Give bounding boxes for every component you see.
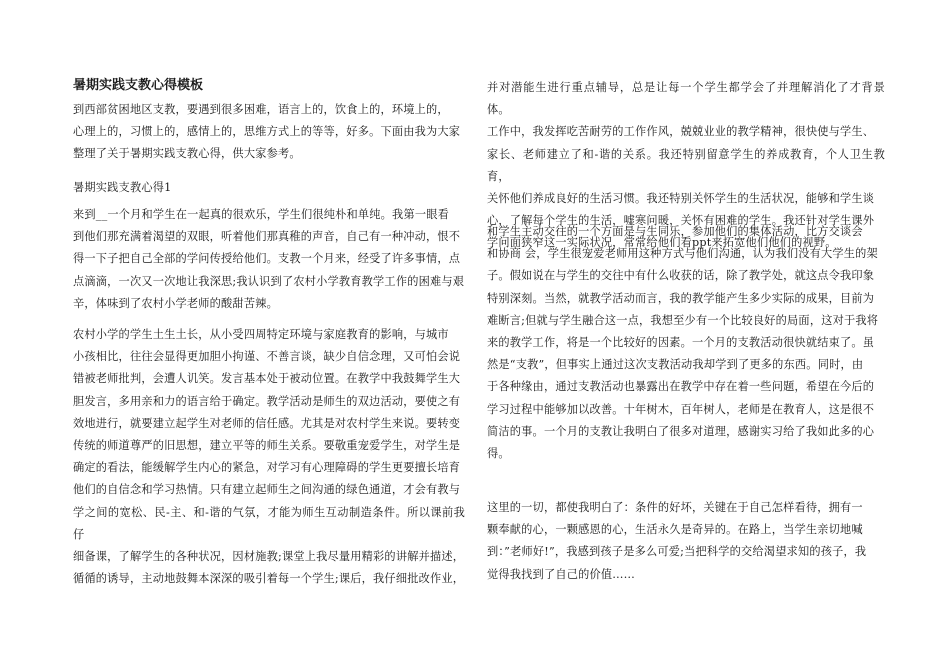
section-heading: 暑期实践支教心得1 [73, 181, 172, 194]
body-paragraph-4: 这里的一切，都使我明白了：条件的好坏，关键在于自己怎样看待，拥有一 颗奉献的心，一颗感恩的心，生活永久是奇异的。在路上，当学生亲切地喊 到：”老师好!”，我感到孩子是多么可爱;当把科学的交给渴望求知的孩子，我 觉得我找到了自己的价值…… [487, 501, 867, 581]
intro-paragraph: 到西部贫困地区支教，要遇到很多困难，语言上的，饮食上的，环境上的， 心理上的，习惯上的，感情上的，思维方式上的等等，好多。下面由我为大家 整理了关于暑期实践支教心得，供大家参考。 [73, 103, 461, 161]
body-paragraph-2: 农村小学的学生土生土长，从小受四周特定环境与家庭教育的影响，与城市 小孩相比，往往会显得更加胆小拘谨、不善言谈，缺少自信念理，又可怕会说 错被老师批判，会遭人讥笑。发言基本处于被动位置。在教学中我鼓舞学生大 胆发言，多用亲和力的语言给于确定。教学活动是师生的双边活动，要使之有 效地进行，就要建立起学生对老师的信任感。尤其是对农村学生来说。要转变 传统的师道尊严的旧思想，建立平等的师生关系。要敬重宠爱学生，对学生是 确定的看法，能缓解学生内心的紧急，对学习有心理障碍的学生更要擅长培育 他们的自信念和学习热情。只有建立起师生之间沟通的绿色通道，才会有教与 学之间的宽松、民-主、和-谐的气氛，才能为师生互动制造条件。所以课前我仔 细备课，了解学生的各种状况，因材施教;课堂上我尽量用精彩的讲解并描述， 循循的诱导，主动地鼓舞本深深的吸引着每一个学生;课后，我仔细批改作业， [73, 328, 465, 586]
body-paragraph-3: 和学生主动交往的一个方面是与生同乐，参加他们的集体活动，比方交谈会 和协商 会，学生很宠爱老师用这种方式与他们沟通，认为我们没有大学生的架 子。假如说在与学生的交往中有什么收获的话，除了教学处，就这点令我印象 特别深刻。当然，就教学活动而言，我的教学能产生多少实际的成果，目前为 难断言;但就与学生融合这一点，我想至少有一个比较良好的局面，这对于我将 来的教学工作，将是一个比较好的因素。一个月的支教活动很快就结束了。虽 然是“支教”，但事实上通过这次支教活动我却学到了更多的东西。同时，由 于各种缘由，通过支教活动也暴露出在教学中存在着一些问题，希望在今后的 学习过程中能够加以改善。十年树木，百年树人，老师是在教育人，这是很不 简洁的事。一个月的支教让我明白了很多对道理，感谢实习给了我如此多的心 得。 [487, 225, 879, 461]
document-title: 暑期实践支教心得模板 [73, 78, 204, 93]
body-paragraph-1: 来到__一个月和学生在一起真的很欢乐，学生们很纯朴和单纯。我第一眼看 到他们那充满着渴望的双眼，听着他们那真稚的声音，自己有一种冲动，恨不 得一下子把自己全部的学问传授给他们。支教一个月来，经受了许多事情，点 点滴滴，一次又一次地让我深思;我认识到了农村小学教育教学工作的困难与艰 辛，体味到了农村小学老师的酸甜苦辣。 [73, 208, 465, 310]
body-paragraph-1-continued: 并对潜能生进行重点辅导，总是让每一个学生都学会了并理解消化了才背景体。 工作中，我发挥吃苦耐劳的工作作风，兢兢业业的教学精神，很快使与学生、 家长、老师建立了和-谐的关系。我还特别留意学生的养成教育，个人卫生教育， 关怀他们养成良好的生活习惯。我还特别关怀学生的生活状况，能够和学生谈 心，了解每个学生的生活，嘘寒问暖，关怀有困难的学生。我还针对学生课外 学问面狭窄这一实际状况，常常给他们看ppt来拓宽他们他们的视野。 [487, 81, 885, 250]
